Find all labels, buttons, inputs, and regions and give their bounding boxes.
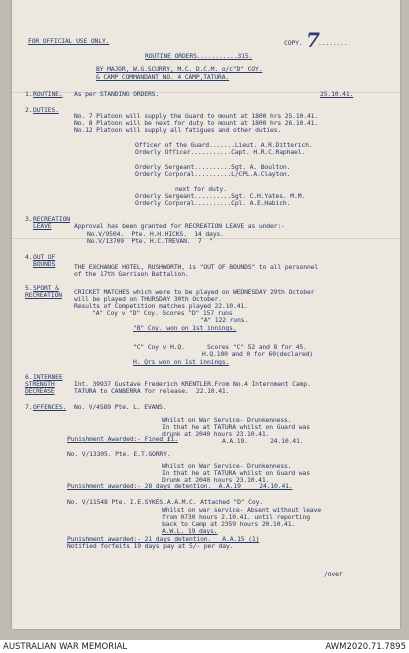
recreation-heading: RECREATION [33, 215, 70, 223]
duties-line: No. 7 Platoon will supply the Guard to mount at 1800 hrs 25.10.41. [74, 112, 319, 120]
copy-dots: ........ [318, 39, 348, 47]
internee-heading-2: STRENGTH [25, 380, 55, 388]
bounds-line: of the 17th Garrison Battalion. [74, 270, 189, 278]
offence-line: Whilst on War Service- Drunkenness. [162, 462, 292, 470]
sport-line: will be played on THURSDAY 30th October. [74, 295, 222, 303]
offence-line: In that he at TATURA whilst on Guard was [162, 469, 310, 477]
sport-heading-2: RECREATION [25, 291, 62, 299]
punishment-line: Punishment awarded:- 28 days detention. A.A.19 24.10.41. [67, 482, 293, 490]
recreation-line: No.V/13709 Pte. H.C.TREVAN. 7 " [87, 237, 213, 245]
over-marker: /over [324, 570, 343, 578]
section-number: 7. [25, 403, 33, 411]
section-number: 2. [25, 106, 33, 114]
forfeit-line: Notified forfeits 19 days pay at 5/- per day. [67, 542, 234, 550]
offence-line: In that he at TATURA whilst on Guard was [162, 423, 310, 431]
internee-line: TATURA to CANBERRA for release. 22.10.41. [74, 387, 230, 395]
sport-line: CRICKET MATCHES which were to be played on WEDNESDAY 29th October [74, 288, 315, 296]
recreation-heading-2: LEAVE [33, 222, 52, 230]
sport-score: "A" 122 runs. [200, 316, 249, 324]
duty-officer-line: Orderly Sergeant..........Sgt. C.H.Yates. M.M. [135, 192, 306, 200]
bounds-line: THE EXCHANGE HOTEL, RUSHWORTH, is "OUT OF BOUNDS" to all personnel [74, 263, 319, 271]
duty-officer-line: Orderly Corporal..........Cpl. A.E.Habich. [135, 199, 291, 207]
duty-officer-line: Orderly Officer...........Capt. H.R.C.Raphael. [135, 148, 306, 156]
offence-line: Whilst on war service- Absent without leave [162, 506, 321, 514]
offence-line: back to Camp at 2359 hours 20.10.41. [162, 520, 296, 528]
offence-line: A.W.L. 19 days. [162, 527, 218, 535]
official-use-label: FOR OFFICIAL USE ONLY. [28, 37, 110, 45]
recreation-line: No.V/9504. Pte. H.H.HICKS. 14 days. [87, 230, 224, 238]
internee-heading: INTERNEE [33, 373, 63, 381]
sport-line: Results of Competition matches played 22.10.41. [74, 302, 248, 310]
offender-line: No. V/13305. Pte. E.T.GORRY. [67, 450, 171, 458]
section-number: 4. [25, 253, 33, 261]
order-date: 25.10.41. [320, 90, 354, 98]
copy-label: COPY. [284, 39, 303, 47]
recreation-line: Approval has been granted for RECREATION LEAVE as under:- [74, 222, 285, 230]
duty-officer-line: Orderly Corporal..........L/CPL.A.Clayton. [135, 170, 291, 178]
offender-line: No. V/4589 Pte. L. EVANS. [74, 403, 167, 411]
punishment-line: Punishment Awarded:- Fined £1. [67, 435, 178, 443]
offence-line: A.A.19. 24.10.41. [222, 437, 304, 445]
camp-commandant: & CAMP COMMANDANT NO. 4 CAMP,TATURA. [96, 73, 230, 81]
issuing-officer: BY MAJOR, W.G.SCURRY, M.C. D.C.M. o/c"D" COY. [96, 65, 263, 73]
section-number: 3. [25, 215, 33, 223]
routine-orders-title: ROUTINE ORDERS...........315. [145, 52, 253, 60]
footer-institution: AUSTRALIAN WAR MEMORIAL [3, 642, 128, 652]
sport-result: H. Qrs won on 1st innings. [133, 358, 230, 366]
section-number: 1. [25, 90, 33, 98]
section-number: 5. [25, 284, 33, 292]
sport-heading: SPORT & [33, 284, 59, 292]
next-for-duty-label: next for duty. [175, 185, 227, 193]
internee-heading-3: DECREASE [25, 387, 55, 395]
offender-line: No. V/11548 Pte. I.E.SYKES.A.A.M.C. Attached "D" Coy. [67, 498, 263, 506]
footer-accession-number: AWM2020.71.7895 [325, 642, 406, 652]
copy-number-handwritten: 7 [306, 28, 320, 52]
sport-score: H.Q.100 and 0 for 60(declared) [202, 350, 313, 358]
offence-line: Whilst on War Service- Drunkenness. [162, 416, 292, 424]
bounds-heading-2: BOUNDS [33, 260, 56, 268]
duties-line: No.12 Platoon will supply all fatigues and other duties. [74, 126, 282, 134]
bounds-heading: OUT OF [33, 253, 56, 261]
routine-heading: ROUTINE. [33, 90, 63, 98]
offence-line: Drunk at 2040 hours 23.10.41. [162, 476, 270, 484]
section-number: 6. [25, 373, 33, 381]
offences-heading: OFFENCES. [33, 403, 67, 411]
duties-heading: DUTIES. [33, 106, 59, 114]
document-page [12, 0, 400, 629]
offence-line: drunk at 2040 hours 23.10.41. [162, 430, 270, 438]
duty-officer-line: Officer of the Guard.......Lieut. A.R.Ditterich. [135, 141, 313, 149]
duties-line: No. 8 Platoon will be next for duty to mount at 1800 hrs 26.10.41. [74, 119, 319, 127]
duty-officer-line: Orderly Sergeant..........Sgt. A. Boulton. [135, 163, 291, 171]
sport-score: "C" Coy v H.Q. Scores "C" 52 and 8 for 45. [133, 343, 307, 351]
sport-score: "A" Coy v "D" Coy. Scores "D" 157 runs [92, 309, 233, 317]
routine-text: As per STANDING ORDERS. [74, 90, 160, 98]
internee-line: Int. 39937 Gustave Frederich KRENTLER.From No.4 Internment Camp. [74, 380, 311, 388]
offence-line: from 0730 hours 2.10.41. until reporting [162, 513, 310, 521]
punishment-line: Punishment awarded:- 21 days detention. A.A.15 (1) [67, 535, 260, 543]
sport-result: "B" Coy. won on 1st innings. [133, 324, 237, 332]
